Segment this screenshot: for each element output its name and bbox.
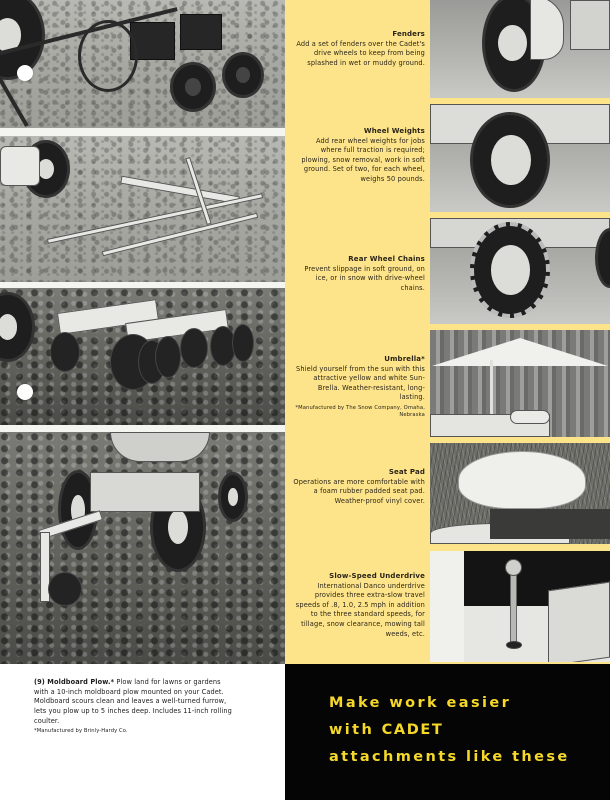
moldboard-plow-photo [0, 432, 285, 664]
feature-description: Operations are more comfortable with a foam rubber padded seat pad. Weather-proof vinyl cover. [293, 477, 425, 505]
left-photo-column [0, 0, 285, 664]
brand-name: CADET [381, 722, 444, 738]
headline-panel [285, 664, 610, 800]
feature-umbrella [293, 355, 425, 419]
feature-description: Add rear wheel weights for jobs where full traction is required; plowing, snow removal, work in soft ground. Set of two, for each wheel, weighs 50 pounds. [301, 136, 425, 183]
caption-footnote: *Manufactured by Brinly-Hardy Co. [34, 727, 128, 734]
spring-tooth-harrow-photo [0, 136, 285, 282]
headline-line-1: Make work easier [329, 695, 512, 711]
feature-footnote: *Manufactured by The Snow Company, Omaha, Nebraska [295, 404, 425, 418]
binder-hole [17, 65, 33, 81]
feature-seat-pad [293, 468, 425, 506]
planter-photo [0, 0, 285, 128]
feature-rear-wheel-chains [293, 255, 425, 293]
feature-wheel-weights [293, 127, 425, 185]
headline [329, 690, 570, 771]
binder-hole [17, 384, 33, 400]
feature-slow-speed-underdrive [293, 572, 425, 639]
fenders-photo [430, 0, 610, 98]
headline-line-3: attachments like these [329, 749, 570, 765]
rear-wheel-chains-photo [430, 218, 610, 324]
feature-title: Wheel Weights [363, 127, 425, 135]
feature-description: Shield yourself from the sun with this attractive yellow and white Sun-Brella. Weather-resistant, long-lasting. [296, 364, 425, 402]
feature-description: Add a set of fenders over the Cadet's drive wheels to keep from being splashed in wet or muddy ground. [296, 39, 425, 67]
feature-title: Fenders [392, 30, 425, 38]
umbrella-photo [430, 330, 610, 437]
feature-title: Umbrella* [384, 355, 425, 363]
seat-pad-photo [430, 443, 610, 544]
moldboard-plow-caption [34, 678, 234, 735]
feature-title: Slow-Speed Underdrive [329, 572, 425, 580]
feature-title: Seat Pad [388, 468, 425, 476]
underdrive-lever-photo [430, 551, 610, 662]
feature-fenders [293, 30, 425, 68]
headline-line-2-prefix: with [329, 722, 382, 738]
moldboard-plow-caption-area [0, 664, 285, 800]
headline-line-2 [329, 717, 570, 744]
caption-title: (9) Moldboard Plow.* [34, 678, 115, 686]
caption-body: Plow land for lawns or gardens with a 10-inch moldboard plow mounted on your Cadet. Moldboard scours clean and leaves a well-turned furrow, lets you plow up to 5 inches deep. Includes 11-inch rolling coulter. [34, 678, 232, 725]
feature-description: International Danco underdrive provides three extra-slow travel speeds of .8, 1.0, 2.5 mph in addition to the three standard speeds, for tillage, snow clearance, mowing tall weeds, etc. [295, 581, 425, 638]
feature-title: Rear Wheel Chains [348, 255, 425, 263]
wheel-weights-photo [430, 104, 610, 212]
feature-description: Prevent slippage in soft ground, on ice, or in snow with drive-wheel chains. [304, 264, 425, 292]
disc-harrow-photo [0, 288, 285, 425]
